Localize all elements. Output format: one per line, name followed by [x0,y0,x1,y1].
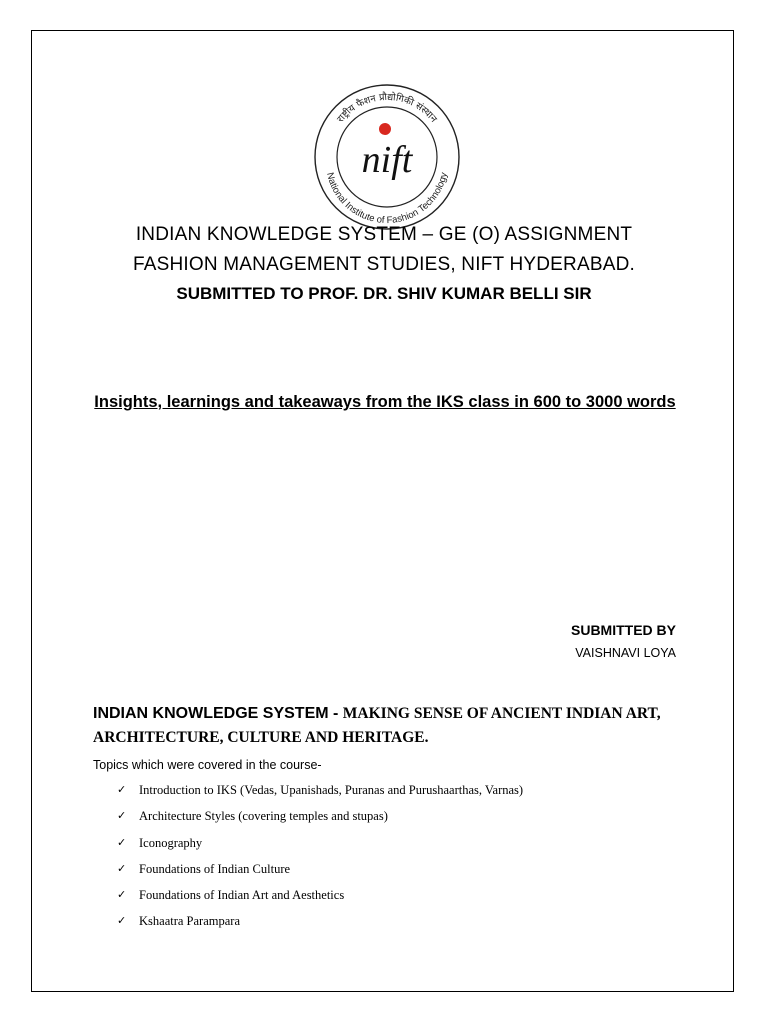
list-item [117,809,523,835]
topic-text: Foundations of Indian Culture [139,861,291,876]
logo-ring-text-bottom: National Institute of Fashion Technology [324,171,450,227]
checkmark-icon: ✓ [117,862,127,875]
topics-label: Topics which were covered in the course- [93,758,322,772]
submitter-name: VAISHNAVI LOYA [575,646,676,660]
submitted-by-label: SUBMITTED BY [571,622,676,638]
topic-list [117,783,523,941]
checkmark-icon: ✓ [117,836,127,849]
insight-title: Insights, learnings and takeaways from the IKS class in 600 to 3000 words [94,393,676,411]
topic-text: Iconography [139,835,203,850]
list-item [117,783,523,809]
logo-red-dot [379,123,391,135]
topic-text: Introduction to IKS (Vedas, Upanishads, Puranas and Purushaarthas, Varnas) [139,783,524,797]
section-heading [93,702,693,750]
svg-text:राष्ट्रीय फैशन प्रौद्योगिकी सं [335,91,439,125]
section-heading-part-1: INDIAN KNOWLEDGE SYSTEM - [93,705,343,722]
header-line-1: INDIAN KNOWLEDGE SYSTEM – GE (O) ASSIGNMENT [135,224,633,245]
topic-text: Architecture Styles (covering temples and stupas) [139,809,388,824]
nift-logo [312,82,462,232]
header-line-2: FASHION MANAGEMENT STUDIES, NIFT HYDERABAD. [133,254,635,275]
checkmark-icon: ✓ [117,784,127,796]
topic-text: Foundations of Indian Art and Aesthetics [139,888,345,903]
topic-text: Kshaatra Parampara [139,914,240,929]
list-item [117,914,523,940]
list-item [117,862,523,888]
logo-ring-text-top: राष्ट्रीय फैशन प्रौद्योगिकी संस्थान [335,91,439,125]
checkmark-icon: ✓ [117,915,127,928]
header-line-3: SUBMITTED TO PROF. DR. SHIV KUMAR BELLI SIR [176,284,592,303]
checkmark-icon: ✓ [117,810,127,823]
list-item [117,836,523,862]
section-heading-part-2: MAKING SENSE OF ANCIENT INDIAN ART, ARCHITECTURE, CULTURE AND HERITAGE. [93,705,661,746]
checkmark-icon: ✓ [117,889,127,902]
list-item [117,888,523,914]
logo-mark: nift [361,139,413,181]
